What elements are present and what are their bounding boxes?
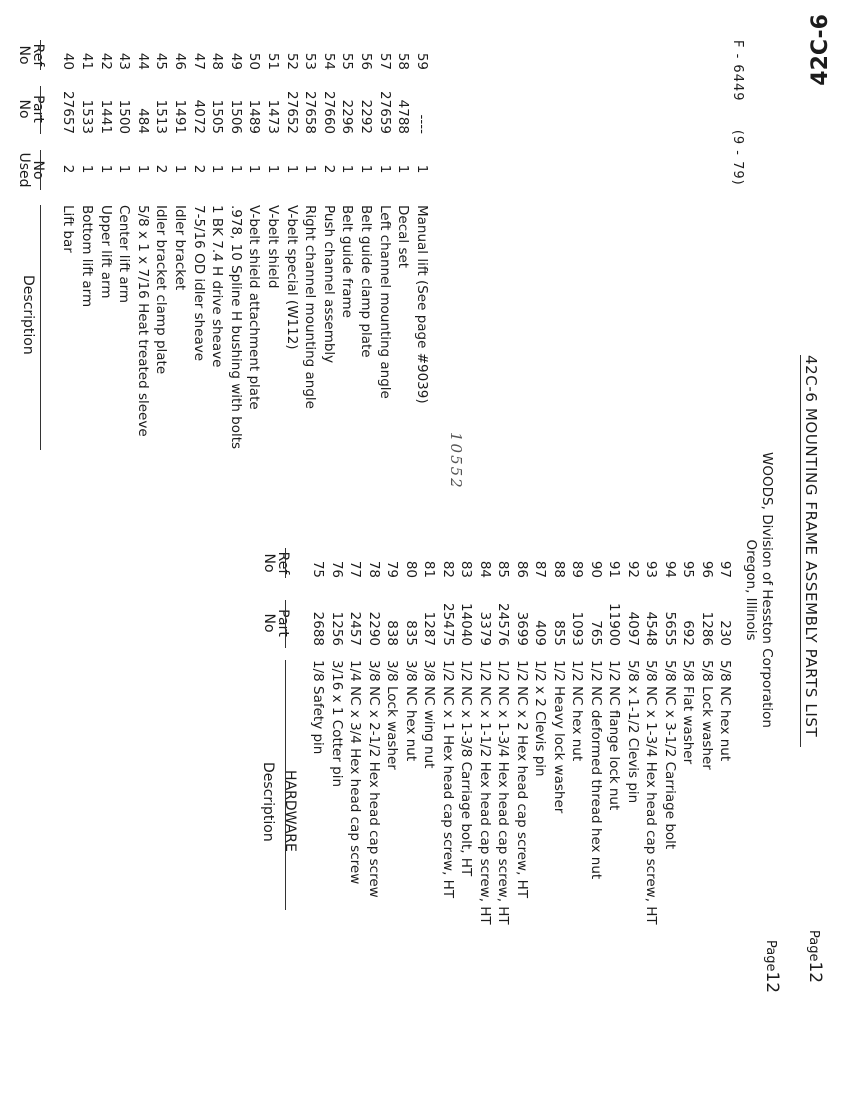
- left-row-qty: 1: [134, 164, 151, 174]
- left-row-qty: 1: [116, 164, 133, 174]
- left-row-ref: 47: [190, 52, 207, 70]
- hardware-row-description: 5/8 Lock washer: [699, 660, 715, 770]
- hardware-row-description: 1/2 NC x 1-3/8 Carriage bolt, HT: [458, 660, 475, 877]
- right-header-part: Part No: [261, 609, 291, 637]
- hardware-row-part: 14040: [458, 603, 475, 646]
- left-row-part: 1441: [97, 99, 114, 134]
- hardware-row-description: 1/2 NC hex nut: [569, 660, 586, 762]
- handwritten-note: 10552: [447, 432, 465, 490]
- hardware-row-ref: 80: [403, 560, 419, 578]
- hardware-row-part: 2688: [310, 611, 327, 646]
- hardware-row-ref: 92: [625, 560, 641, 578]
- left-row-qty: 2: [153, 164, 170, 174]
- hardware-row-description: 3/16 x 1 Cotter pin: [329, 660, 345, 788]
- company-info: [743, 440, 775, 740]
- hardware-row-part: 24576: [495, 603, 512, 646]
- left-row-qty: 1: [413, 164, 430, 174]
- right-header-ref: Ref No: [261, 551, 291, 575]
- form-id: F - 6449: [730, 40, 745, 102]
- hardware-row-ref: 93: [643, 560, 660, 578]
- left-row-description: Upper lift arm: [97, 205, 114, 299]
- hardware-row-part: 1287: [421, 611, 438, 646]
- hardware-row-description: 1/2 NC deformed thread hex nut: [588, 660, 604, 880]
- left-header-description: Description: [20, 275, 36, 355]
- hardware-row-ref: 88: [551, 560, 567, 578]
- hardware-row-part: 765: [588, 620, 604, 646]
- hardware-row-part: 1093: [569, 611, 586, 646]
- left-row-ref: 55: [339, 52, 356, 70]
- hardware-row-description: 1/8 Safety pin: [310, 660, 327, 755]
- hardware-row-ref: 87: [532, 560, 549, 578]
- hardware-row-part: 2290: [366, 611, 382, 646]
- left-row-ref: 56: [358, 52, 375, 70]
- left-row-qty: 1: [395, 164, 412, 174]
- hardware-row-ref: 96: [699, 560, 715, 578]
- hardware-row-part: 409: [532, 620, 549, 646]
- hardware-header-underline: [285, 660, 286, 910]
- left-row-description: V-belt shield: [265, 205, 282, 289]
- hardware-row-part: 838: [384, 620, 401, 646]
- hardware-row-description: 1/2 x 2 Clevis pin: [532, 660, 549, 777]
- left-row-part: 4788: [395, 99, 412, 134]
- left-row-part: 27657: [60, 91, 77, 134]
- page-label-bottom: Page12: [762, 940, 782, 994]
- left-row-part: 2296: [339, 99, 356, 134]
- left-row-description: Idler bracket clamp plate: [153, 205, 170, 375]
- hardware-row-description: 5/8 Flat washer: [680, 660, 697, 765]
- left-row-ref: 40: [60, 52, 77, 70]
- left-row-part: 1533: [79, 99, 96, 134]
- left-row-part: 27658: [302, 91, 319, 134]
- left-row-part: 4072: [190, 99, 207, 134]
- hardware-row-description: 3/8 NC wing nut: [421, 660, 438, 769]
- company-line2: Oregon, Illinois: [743, 539, 759, 641]
- left-row-ref: 57: [376, 52, 393, 70]
- left-row-part: ----: [413, 114, 430, 134]
- left-row-part: 1491: [172, 99, 189, 134]
- hardware-row-description: 1/2 NC x 1-3/4 Hex head cap screw, HT: [495, 660, 512, 925]
- hardware-row-description: 3/8 Lock washer: [384, 660, 401, 770]
- left-row-part: 1505: [209, 99, 226, 134]
- left-row-qty: 1: [79, 164, 96, 174]
- left-row-part: 1500: [116, 99, 133, 134]
- left-row-qty: 1: [172, 164, 189, 174]
- left-row-ref: 51: [265, 52, 282, 70]
- left-row-qty: 2: [190, 164, 207, 174]
- hardware-row-part: 855: [551, 620, 567, 646]
- left-row-ref: 42: [97, 52, 114, 70]
- hardware-row-description: 5/8 NC hex nut: [717, 660, 734, 762]
- hardware-row-ref: 90: [588, 560, 604, 578]
- form-date: (9 - 79): [730, 129, 745, 186]
- hardware-row-ref: 95: [680, 560, 697, 578]
- left-row-description: Bottom lift arm: [79, 205, 96, 308]
- left-row-qty: 1: [227, 164, 244, 174]
- hardware-row-ref: 86: [514, 560, 530, 578]
- left-row-part: 27652: [283, 91, 300, 134]
- left-row-description: Push channel assembly: [320, 205, 337, 364]
- left-row-description: .978, 10 Spline H bushing with bolts: [227, 205, 244, 450]
- hardware-row-description: 1/2 NC flange lock nut: [606, 660, 623, 811]
- company-line1: WOODS, Division of Hesston Corporation: [759, 452, 775, 728]
- left-row-description: Left channel mounting angle: [376, 205, 393, 399]
- left-row-ref: 58: [395, 52, 412, 70]
- left-row-qty: 1: [376, 164, 393, 174]
- hardware-row-description: 5/8 NC x 1-3/4 Hex head cap screw, HT: [643, 660, 660, 925]
- left-row-description: Manual lift (See page #9039): [413, 205, 430, 404]
- hardware-row-ref: 77: [347, 560, 364, 578]
- left-row-ref: 46: [172, 52, 189, 70]
- hardware-row-description: 1/2 NC x 1-1/2 Hex head cap screw, HT: [477, 660, 493, 925]
- left-row-description: 5/8 x 1 x 7/16 Heat treated sleeve: [134, 205, 151, 437]
- hardware-row-ref: 76: [329, 560, 345, 578]
- right-header-description: Description: [260, 762, 276, 842]
- hardware-row-part: 11900: [606, 603, 623, 646]
- left-row-part: 27659: [376, 91, 393, 134]
- left-row-ref: 52: [283, 52, 300, 70]
- left-header-underline: [40, 86, 41, 134]
- left-row-ref: 48: [209, 52, 226, 70]
- left-row-part: 1473: [265, 99, 282, 134]
- hardware-row-description: 1/2 NC x 1 Hex head cap screw, HT: [440, 660, 456, 899]
- hardware-row-ref: 82: [440, 560, 456, 578]
- left-row-qty: 1: [246, 164, 263, 174]
- hardware-row-part: 1286: [699, 611, 715, 646]
- hardware-row-ref: 81: [421, 560, 438, 578]
- left-row-ref: 44: [134, 52, 151, 70]
- left-row-description: 7-5/16 OD idler sheave: [190, 205, 207, 362]
- left-row-ref: 53: [302, 52, 319, 70]
- hardware-row-part: 2457: [347, 611, 364, 646]
- page-label-top: Page12: [805, 930, 825, 984]
- left-header-qty: No Used: [16, 152, 46, 188]
- left-row-description: Lift bar: [60, 205, 77, 253]
- left-row-description: Idler bracket: [172, 205, 189, 291]
- hardware-row-part: 25475: [440, 603, 456, 646]
- left-row-part: 1506: [227, 99, 244, 134]
- hardware-row-ref: 78: [366, 560, 382, 578]
- left-row-qty: 1: [265, 164, 282, 174]
- left-row-description: Belt guide clamp plate: [358, 205, 375, 358]
- hardware-row-ref: 83: [458, 560, 475, 578]
- left-row-part: 484: [134, 108, 151, 134]
- left-header-underline: [40, 40, 41, 70]
- left-row-ref: 49: [227, 52, 244, 70]
- hardware-row-description: 1/2 Heavy lock washer: [551, 660, 567, 814]
- hardware-row-description: 3/8 NC hex nut: [403, 660, 419, 762]
- form-number: [730, 40, 745, 186]
- left-row-description: Belt guide frame: [339, 205, 356, 318]
- hardware-row-description: 1/2 NC x 2 Hex head cap screw, HT: [514, 660, 530, 899]
- left-row-ref: 43: [116, 52, 133, 70]
- hardware-row-ref: 84: [477, 560, 493, 578]
- hardware-row-part: 1256: [329, 611, 345, 646]
- hardware-row-ref: 97: [717, 560, 734, 578]
- hardware-row-description: 3/8 NC x 2-1/2 Hex head cap screw: [366, 660, 382, 898]
- page-code-corner: 42C-6: [808, 14, 833, 86]
- hardware-row-part: 4097: [625, 611, 641, 646]
- left-row-ref: 54: [320, 52, 337, 70]
- hardware-row-ref: 94: [662, 560, 678, 578]
- left-row-part: 2292: [358, 99, 375, 134]
- hardware-section-title: HARDWARE: [282, 770, 298, 852]
- hardware-row-description: 5/8 NC x 3-1/2 Carriage bolt: [662, 660, 678, 850]
- hardware-row-part: 5655: [662, 611, 678, 646]
- hardware-header-underline: [285, 548, 286, 578]
- hardware-row-ref: 79: [384, 560, 401, 578]
- title-underline: [800, 355, 801, 747]
- left-row-ref: 50: [246, 52, 263, 70]
- hardware-row-ref: 89: [569, 560, 586, 578]
- left-row-ref: 59: [413, 52, 430, 70]
- left-header-underline: [40, 205, 41, 450]
- left-row-qty: 1: [358, 164, 375, 174]
- left-row-qty: 1: [283, 164, 300, 174]
- hardware-row-ref: 91: [606, 560, 623, 578]
- hardware-row-part: 835: [403, 620, 419, 646]
- hardware-row-part: 692: [680, 620, 697, 646]
- hardware-row-ref: 75: [310, 560, 327, 578]
- left-row-description: Decal set: [395, 205, 412, 269]
- left-row-description: Center lift arm: [116, 205, 133, 304]
- hardware-row-part: 230: [717, 620, 734, 646]
- left-row-description: V-belt shield attachment plate: [246, 205, 263, 410]
- left-row-description: V-belt special (W112): [283, 205, 300, 350]
- hardware-row-part: 3699: [514, 611, 530, 646]
- left-row-description: Right channel mounting angle: [302, 205, 319, 409]
- left-row-qty: 1: [97, 164, 114, 174]
- left-row-description: 1 BK 7.4 H drive sheave: [209, 205, 226, 368]
- left-row-part: 27660: [320, 91, 337, 134]
- left-row-qty: 1: [302, 164, 319, 174]
- page-title: 42C-6 MOUNTING FRAME ASSEMBLY PARTS LIST: [802, 355, 820, 738]
- left-header-part: Part No: [16, 95, 46, 123]
- hardware-row-description: 5/8 x 1-1/2 Clevis pin: [625, 660, 641, 804]
- left-row-part: 1513: [153, 99, 170, 134]
- left-header-ref: Ref No: [16, 43, 46, 67]
- left-row-ref: 45: [153, 52, 170, 70]
- hardware-row-ref: 85: [495, 560, 512, 578]
- hardware-row-part: 4548: [643, 611, 660, 646]
- left-row-qty: 1: [209, 164, 226, 174]
- left-row-qty: 1: [339, 164, 356, 174]
- hardware-row-part: 3379: [477, 611, 493, 646]
- hardware-header-underline: [285, 600, 286, 648]
- left-row-qty: 2: [60, 164, 77, 174]
- hardware-row-description: 1/4 NC x 3/4 Hex head cap screw: [347, 660, 364, 885]
- left-row-ref: 41: [79, 52, 96, 70]
- left-header-underline: [40, 150, 41, 190]
- left-row-qty: 2: [320, 164, 337, 174]
- left-row-part: 1489: [246, 99, 263, 134]
